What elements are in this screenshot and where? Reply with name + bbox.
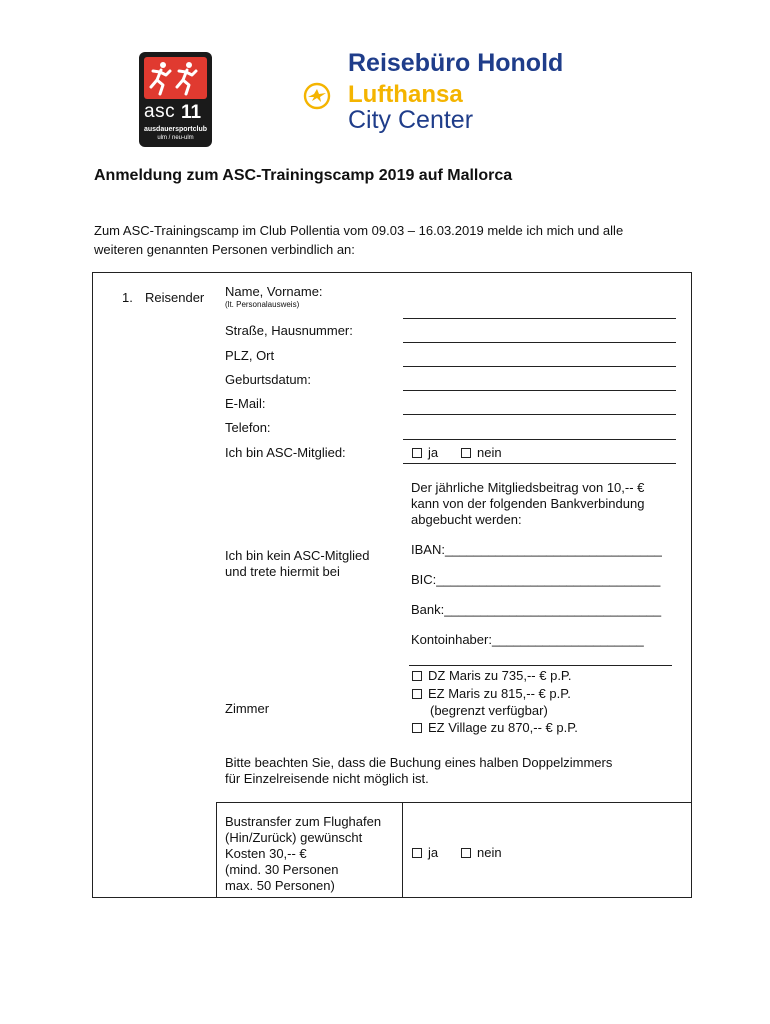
table-border-left: [92, 272, 93, 898]
member-no-option[interactable]: [461, 445, 502, 461]
name-field[interactable]: [403, 318, 676, 319]
phone-field[interactable]: [403, 439, 676, 440]
name-note: (lt. Personalausweis): [225, 300, 300, 309]
member-no-checkbox[interactable]: [461, 448, 471, 458]
asc-logo-number: 11: [181, 102, 202, 123]
bank-field[interactable]: Bank:______________________________: [411, 602, 662, 617]
bus-yes-checkbox[interactable]: [412, 848, 422, 858]
member-yes-label: ja: [428, 445, 439, 460]
bus-no-checkbox[interactable]: [461, 848, 471, 858]
room-option-label: DZ Maris zu 735,-- € p.P.: [428, 668, 572, 683]
room-dz-maris-checkbox[interactable]: [412, 671, 422, 681]
name-label: Name, Vorname:: [225, 284, 323, 299]
asc-logo: [139, 52, 212, 147]
room-ez-village-checkbox[interactable]: [412, 723, 422, 733]
city-field[interactable]: [403, 366, 676, 367]
table-border-bottom: [92, 897, 692, 898]
fee-line: kann von der folgenden Bankverbindung: [411, 496, 645, 511]
birthdate-field[interactable]: [403, 390, 676, 391]
bus-line: max. 50 Personen): [225, 878, 335, 893]
bus-transfer-text: [225, 814, 381, 894]
membership-separator: [409, 665, 672, 666]
street-label: Straße, Hausnummer:: [225, 323, 353, 338]
table-border-top: [92, 272, 692, 273]
lufthansa-name: Lufthansa: [348, 81, 463, 108]
room-option-dz-maris[interactable]: [412, 668, 572, 684]
room-option-ez-maris[interactable]: [412, 686, 571, 702]
runners-icon: [144, 57, 207, 99]
room-availability-note: (begrenzt verfügbar): [430, 703, 548, 718]
member-yes-option[interactable]: [412, 445, 438, 461]
asc-logo-name: asc: [144, 101, 176, 122]
bus-line: Bustransfer zum Flughafen: [225, 814, 382, 829]
intro-text: [94, 221, 694, 259]
join-text: [225, 548, 370, 580]
bus-line: (Hin/Zurück) gewünscht: [225, 830, 363, 845]
agency-name: Reisebüro Honold: [348, 49, 564, 77]
asc-logo-club: ausdauersportclub: [143, 126, 207, 133]
table-border-right: [691, 272, 692, 898]
bic-field[interactable]: BIC:_______________________________: [411, 572, 661, 587]
intro-line: Zum ASC-Trainingscamp im Club Pollentia vom 09.03 – 16.03.2019 melde ich mich und alle: [94, 223, 624, 238]
email-field[interactable]: [403, 414, 676, 415]
bus-line: Kosten 30,-- €: [225, 846, 307, 861]
city-center-name: City Center: [348, 106, 474, 134]
notice-line: für Einzelreisende nicht möglich ist.: [225, 771, 429, 786]
join-line: und trete hiermit bei: [225, 564, 340, 579]
traveler-label: Reisender: [145, 290, 205, 305]
rooms-label: Zimmer: [225, 701, 270, 716]
bus-no-option[interactable]: [461, 845, 502, 861]
bus-section-divider: [216, 802, 692, 803]
email-label: E-Mail:: [225, 396, 266, 411]
member-yes-checkbox[interactable]: [412, 448, 422, 458]
bus-line: (mind. 30 Personen: [225, 862, 339, 877]
fee-line: Der jährliche Mitgliedsbeitrag von 10,-- €: [411, 480, 645, 495]
bus-yes-label: ja: [428, 845, 439, 860]
member-no-label: nein: [477, 445, 502, 460]
street-field[interactable]: [403, 342, 676, 343]
bus-section-mid-border: [402, 802, 403, 898]
city-label: PLZ, Ort: [225, 348, 275, 363]
page-title: Anmeldung zum ASC-Trainingscamp 2019 auf Mallorca: [94, 167, 513, 184]
bus-no-label: nein: [477, 845, 502, 860]
intro-line: weiteren genannten Personen verbindlich an:: [94, 242, 355, 257]
membership-fee-text: [411, 480, 644, 528]
join-line: Ich bin kein ASC-Mitglied: [225, 548, 370, 563]
notice-line: Bitte beachten Sie, dass die Buchung eines halben Doppelzimmers: [225, 755, 613, 770]
member-question: Ich bin ASC-Mitglied:: [225, 445, 346, 460]
traveler-number: 1.: [122, 290, 133, 305]
room-ez-maris-checkbox[interactable]: [412, 689, 422, 699]
room-option-label: EZ Village zu 870,-- € p.P.: [428, 720, 578, 735]
lufthansa-crane-icon: [301, 80, 333, 117]
account-holder-field[interactable]: Kontoinhaber:_____________________: [411, 632, 644, 647]
bus-section-left-border: [216, 802, 217, 898]
iban-field[interactable]: IBAN:______________________________: [411, 542, 662, 557]
phone-label: Telefon:: [225, 420, 271, 435]
room-notice: [225, 755, 612, 787]
room-option-ez-village[interactable]: [412, 720, 578, 736]
asc-logo-city: ulm / neu-ulm: [157, 135, 194, 141]
birthdate-label: Geburtsdatum:: [225, 372, 311, 387]
bus-yes-option[interactable]: [412, 845, 438, 861]
room-option-label: EZ Maris zu 815,-- € p.P.: [428, 686, 571, 701]
member-separator: [403, 463, 676, 464]
fee-line: abgebucht werden:: [411, 512, 522, 527]
